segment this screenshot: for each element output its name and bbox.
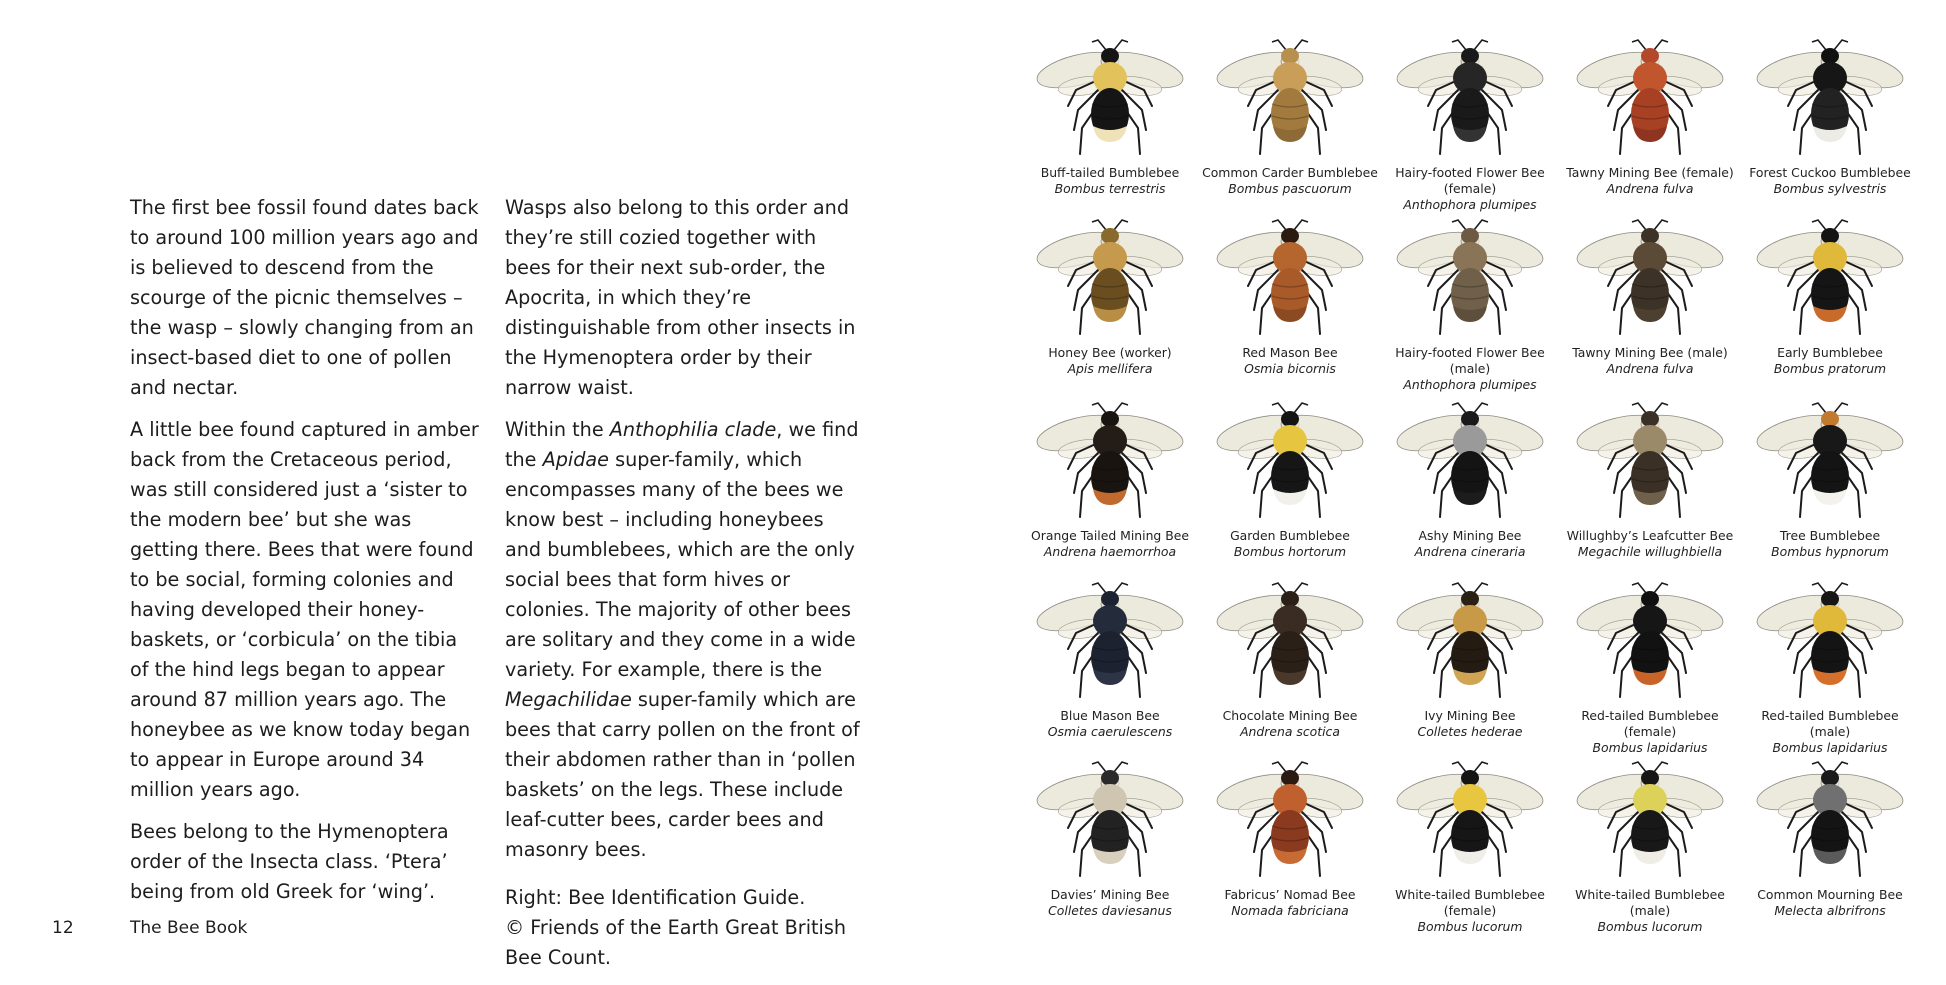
bee-illustration (1380, 393, 1560, 528)
bee-latin-name: Andrena cineraria (1414, 544, 1526, 559)
caption-credit: © Friends of the Earth Great British Bee Count. (505, 916, 847, 969)
bee-entry (1560, 30, 1740, 197)
bee-latin-name: Bombus lucorum (1417, 919, 1523, 934)
bee-latin-name: Apis mellifera (1067, 361, 1153, 376)
bee-common-name: Fabricus’ Nomad Bee (1224, 887, 1356, 902)
bee-entry (1560, 752, 1740, 935)
bee-illustration (1200, 573, 1380, 708)
bee-latin-name: Colletes daviesanus (1048, 903, 1172, 918)
bee-latin-name: Bombus lapidarius (1592, 740, 1708, 755)
bee-latin-name: Nomada fabriciana (1231, 903, 1349, 918)
paragraph-amber: A little bee found captured in amber back from the Cretaceous period, was still considered just a ‘sister to the modern bee’ but she was getting there. Bees that were found to be social, forming colonies and having developed their honey-baskets, or ‘corbicula’ on the tibia of the hind legs began to appear around 87 million years ago. The honeybee as we know today began to appear in Europe around 34 million years ago. (130, 418, 479, 801)
bee-entry (1200, 393, 1380, 560)
bee-entry (1020, 393, 1200, 560)
bee-entry (1560, 210, 1740, 377)
bee-latin-name: Bombus sylvestris (1773, 181, 1887, 196)
bee-illustration (1740, 752, 1920, 887)
bee-entry (1200, 30, 1380, 197)
bee-latin-name: Osmia bicornis (1244, 361, 1336, 376)
text-run: , we find the (505, 418, 859, 471)
bee-common-name: White-tailed Bumblebee (male) (1575, 887, 1725, 918)
bee-illustration (1740, 30, 1920, 165)
bee-common-name: Forest Cuckoo Bumblebee (1749, 165, 1911, 180)
bee-common-name: Ashy Mining Bee (1418, 528, 1522, 543)
bee-illustration (1200, 393, 1380, 528)
bee-latin-name: Bombus hypnorum (1771, 544, 1889, 559)
bee-entry (1380, 30, 1560, 213)
bee-common-name: Davies’ Mining Bee (1050, 887, 1170, 902)
bee-entry (1380, 393, 1560, 560)
bee-latin-name: Osmia caerulescens (1047, 724, 1173, 739)
bee-common-name: Buff-tailed Bumblebee (1040, 165, 1180, 180)
bee-common-name: Orange Tailed Mining Bee (1031, 528, 1189, 543)
caption-line: Right: Bee Identification Guide. (505, 886, 806, 909)
bee-common-name: Red Mason Bee (1242, 345, 1338, 360)
bee-latin-name: Anthophora plumipes (1403, 197, 1537, 212)
bee-common-name: Hairy-footed Flower Bee (male) (1395, 345, 1545, 376)
bee-latin-name: Andrena haemorrhoa (1043, 544, 1177, 559)
bee-entry (1380, 573, 1560, 740)
bee-entry (1380, 752, 1560, 935)
bee-entry (1020, 210, 1200, 377)
bee-entry (1200, 210, 1380, 377)
bee-illustration (1560, 393, 1740, 528)
bee-illustration (1740, 393, 1920, 528)
italic-term: Apidae (542, 448, 609, 471)
bee-entry (1020, 573, 1200, 740)
bee-entry (1560, 393, 1740, 560)
bee-latin-name: Melecta albrifrons (1774, 903, 1886, 918)
bee-common-name: White-tailed Bumblebee (female) (1395, 887, 1545, 918)
bee-entry (1740, 210, 1920, 377)
running-footer-title: The Bee Book (130, 918, 248, 938)
bee-latin-name: Bombus terrestris (1054, 181, 1166, 196)
bee-common-name: Garden Bumblebee (1230, 528, 1350, 543)
bee-latin-name: Bombus pascuorum (1228, 181, 1352, 196)
bee-common-name: Ivy Mining Bee (1424, 708, 1516, 723)
bee-illustration (1020, 573, 1200, 708)
bee-illustration (1200, 30, 1380, 165)
bee-illustration (1740, 210, 1920, 345)
bee-latin-name: Andrena fulva (1606, 181, 1694, 196)
bee-entry (1380, 210, 1560, 393)
bee-illustration (1020, 393, 1200, 528)
left-text-column (130, 193, 480, 919)
bee-illustration (1740, 573, 1920, 708)
bee-illustration (1200, 210, 1380, 345)
italic-term: Anthophilia clade (609, 418, 777, 441)
italic-term: Megachilidae (505, 688, 632, 711)
bee-common-name: Common Carder Bumblebee (1202, 165, 1378, 180)
bee-entry (1740, 573, 1920, 756)
bee-illustration (1560, 30, 1740, 165)
bee-illustration (1200, 752, 1380, 887)
bee-common-name: Tawny Mining Bee (female) (1566, 165, 1734, 180)
bee-entry (1200, 573, 1380, 740)
bee-illustration (1380, 752, 1560, 887)
bee-common-name: Early Bumblebee (1777, 345, 1883, 360)
bee-latin-name: Andrena scotica (1240, 724, 1340, 739)
bee-entry (1740, 393, 1920, 560)
bee-entry (1560, 573, 1740, 756)
bee-latin-name: Bombus lapidarius (1772, 740, 1888, 755)
text-run: super-family, which encompasses many of the bees we know best – including honeybees and bumblebees, which are the only social bees that form hives or colonies. The majority of other bees are solitary and they come in a wide variety. For example, there is the (505, 448, 856, 681)
bee-latin-name: Colletes hederae (1417, 724, 1523, 739)
bee-entry (1020, 752, 1200, 919)
figure-caption (505, 883, 865, 973)
bee-common-name: Tawny Mining Bee (male) (1572, 345, 1728, 360)
bee-latin-name: Anthophora plumipes (1403, 377, 1537, 392)
bee-common-name: Blue Mason Bee (1060, 708, 1160, 723)
bee-identification-guide (1020, 30, 1920, 960)
paragraph-fossil: The first bee fossil found dates back to around 100 million years ago and is believed to descend from the scourge of the picnic themselves – the wasp – slowly changing from an insect-based diet to one of pollen and nectar. (130, 196, 479, 399)
paragraph-anthophilia (505, 415, 865, 865)
bee-illustration (1020, 30, 1200, 165)
bee-illustration (1020, 210, 1200, 345)
bee-illustration (1560, 752, 1740, 887)
bee-latin-name: Megachile willughbiella (1577, 544, 1723, 559)
bee-illustration (1560, 573, 1740, 708)
bee-entry (1740, 752, 1920, 919)
page-number: 12 (52, 918, 74, 938)
bee-latin-name: Bombus hortorum (1233, 544, 1347, 559)
bee-common-name: Hairy-footed Flower Bee (female) (1395, 165, 1545, 196)
bee-common-name: Honey Bee (worker) (1048, 345, 1172, 360)
bee-latin-name: Andrena fulva (1606, 361, 1694, 376)
bee-common-name: Willughby’s Leafcutter Bee (1566, 528, 1734, 543)
bee-illustration (1380, 573, 1560, 708)
bee-entry (1740, 30, 1920, 197)
bee-entry (1020, 30, 1200, 197)
bee-entry (1200, 752, 1380, 919)
bee-illustration (1380, 30, 1560, 165)
bee-illustration (1560, 210, 1740, 345)
right-text-column (505, 193, 865, 985)
paragraph-wasps: Wasps also belong to this order and they’re still cozied together with bees for their next sub-order, the Apocrita, in which they’re distinguishable from other insects in the Hymenoptera order by their narrow waist. (505, 196, 856, 399)
bee-common-name: Common Mourning Bee (1757, 887, 1903, 902)
text-run: Within the (505, 418, 610, 441)
bee-illustration (1020, 752, 1200, 887)
text-run: super-family which are bees that carry pollen on the front of their abdomen rather than in ‘pollen baskets’ on the legs. These include leaf-cutter bees, carder bees and masonry bees. (505, 688, 860, 861)
bee-common-name: Chocolate Mining Bee (1222, 708, 1358, 723)
paragraph-hymenoptera: Bees belong to the Hymenoptera order of the Insecta class. ‘Ptera’ being from old Greek for ‘wing’. (130, 820, 449, 903)
bee-illustration (1380, 210, 1560, 345)
bee-common-name: Tree Bumblebee (1779, 528, 1881, 543)
bee-common-name: Red-tailed Bumblebee (male) (1761, 708, 1899, 739)
bee-common-name: Red-tailed Bumblebee (female) (1581, 708, 1719, 739)
bee-latin-name: Bombus lucorum (1597, 919, 1703, 934)
bee-latin-name: Bombus pratorum (1773, 361, 1887, 376)
